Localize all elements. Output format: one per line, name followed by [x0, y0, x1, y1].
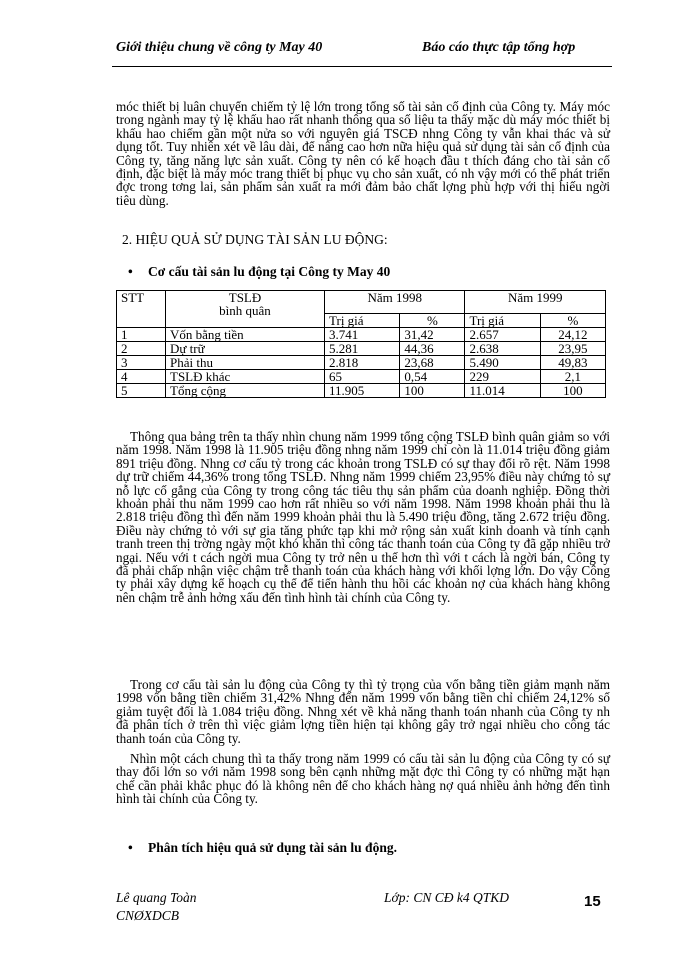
cell-pct-1999: 23,95	[540, 342, 605, 356]
analysis-paragraph-2: Trong cơ cấu tài sản lu động của Công ty thì tỷ trọng của vốn bằng tiền giảm mạnh năm 1998 vốn bằng tiền chiếm 31,42% Nhng đến năm 1999 vốn bằng tiền chỉ chiếm 24,12% số giảm tuyệt đối là 1.084 triệu đồng. Nhng xét về khả năng thanh toán nhanh của Công ty nh đã phân tích ở trên thì việc giảm lợng tiền hiện tại không gây trở ngại nhiều cho công tác thanh toán của Công ty.	[116, 677, 610, 746]
header-left-title: Giới thiệu chung về công ty May 40	[116, 40, 323, 55]
cell-name: Phải thu	[166, 356, 325, 370]
cell-stt: 4	[117, 370, 166, 384]
cell-pct-1998: 31,42	[400, 328, 465, 342]
cell-value-1998: 3.741	[325, 328, 400, 342]
cell-stt: 1	[117, 328, 166, 342]
cell-pct-1999: 2,1	[540, 370, 605, 384]
footer-author: Lê quang Toàn	[116, 890, 197, 905]
table-row	[117, 328, 606, 342]
table-row	[117, 342, 606, 356]
cell-value-1999: 229	[465, 370, 540, 384]
header-year-1999: Năm 1999	[465, 291, 606, 314]
bullet-icon: •	[128, 264, 133, 279]
header-stt: STT	[117, 291, 166, 328]
footer-author-sub: CNØXDCB	[116, 908, 180, 923]
header-tsld-title: TSLĐ	[228, 290, 262, 305]
cell-pct-1998: 100	[400, 384, 465, 398]
section-heading: 2. HIỆU QUẢ SỬ DỤNG TÀI SẢN LU ĐỘNG:	[122, 232, 388, 247]
header-divider	[112, 66, 612, 67]
header-tsld	[166, 291, 325, 328]
cell-value-1999: 5.490	[465, 356, 540, 370]
cell-value-1999: 2.638	[465, 342, 540, 356]
bullet-analysis-heading	[128, 840, 397, 856]
cell-pct-1998: 23,68	[400, 356, 465, 370]
bullet-structure-heading	[128, 264, 390, 280]
table-row	[117, 356, 606, 370]
cell-pct-1999: 100	[540, 384, 605, 398]
cell-value-1999: 2.657	[465, 328, 540, 342]
cell-value-1998: 11.905	[325, 384, 400, 398]
cell-pct-1998: 0,54	[400, 370, 465, 384]
cell-stt: 2	[117, 342, 166, 356]
header-right-title: Báo cáo thực tập tổng hợp	[422, 40, 576, 55]
page-number: 15	[584, 893, 601, 910]
analysis-paragraph-3: Nhìn một cách chung thì ta thấy trong năm 1999 có cấu tài sản lu động của Công ty có sự thay đổi lớn so với năm 1998 song bên cạnh những mặt đợc thì Công ty có những mặt hạn chế cần phải khắc phục đó là không nên để cho khách hàng nợ quá nhiều ảnh hởng đến tình hình tài chính của Công ty.	[116, 751, 610, 807]
analysis-paragraph-1: Thông qua bảng trên ta thấy nhìn chung năm 1999 tổng cộng TSLĐ bình quân giảm so với năm 1998. Năm 1998 là 11.905 triệu đồng nhng năm 1999 chỉ còn là 11.014 triệu đồng giảm 891 triệu đồng. Nhng cơ cấu tỷ trong các khoản trong TSLĐ có sự thay đổi rõ rệt. Năm 1998 dự trữ chiếm 44,36% trong tổng TSLĐ. Nhng năm 1999 chiếm 23,95% điều này chứng tỏ sự nỗ lực cố gắng của Công ty trong công tác tiêu thụ sản phẩm của doanh nghiệp. Đồng thời khoản phải thu năm 1999 cao hơn rất nhiều so với năm 1998. Năm 1998 khoản phải thu là 2.818 triệu đồng thì đến năm 1999 khoản phải thu là 5.490 triệu đồng, tăng 2.672 triệu đồng. Điều này chứng tỏ với sự gia tăng phức tạp khi mở rộng sản xuất kinh doanh và tính cạnh tranh treen thị trờng ngày một khó khăn thì công tác thanh toán của Công ty đã gặp nhiều trở ngại. Nếu với t cách ngời mua Công ty trở nên u thế hơn thì với t cách là ngời bán, Công ty đã phải chấp nhận việc chậm trễ thanh toán của khách hàng với khối lợng lớn. Do vậy Công ty phải xây dựng kế hoạch cụ thể để tiến hành thu hồi các khoản nợ của khách hàng không nên chậm trễ ảnh hởng xấu đến tình hình tài chính của Công ty.	[116, 429, 610, 605]
subheader-pct-1999: %	[540, 314, 605, 328]
bullet-structure-text: Cơ cấu tài sản lu động tại Công ty May 40	[148, 264, 391, 279]
header-tsld-subtitle: bình quân	[219, 303, 271, 318]
cell-value-1998: 65	[325, 370, 400, 384]
cell-value-1999: 11.014	[465, 384, 540, 398]
bullet-analysis-text: Phân tích hiệu quả sử dụng tài sản lu động.	[148, 840, 397, 855]
subheader-value-1999: Trị giá	[465, 314, 540, 328]
cell-stt: 5	[117, 384, 166, 398]
cell-value-1998: 5.281	[325, 342, 400, 356]
subheader-value-1998: Trị giá	[325, 314, 400, 328]
table-row	[117, 370, 606, 384]
subheader-pct-1998: %	[400, 314, 465, 328]
cell-name: Tổng cộng	[166, 384, 325, 398]
footer-class: Lớp: CN CĐ k4 QTKD	[384, 890, 509, 905]
bullet-icon: •	[128, 840, 133, 855]
table-row	[117, 384, 606, 398]
cell-pct-1999: 24,12	[540, 328, 605, 342]
cell-stt: 3	[117, 356, 166, 370]
intro-paragraph: móc thiết bị luân chuyển chiếm tỷ lệ lớn trong tổng số tài sản cố định của Công ty. Máy móc trong ngành may tỷ lệ khấu hao rất nhanh thông qua số liệu ta thấy mặc dù máy móc thiết bị khấu hao chiếm gần một nửa so với nguyên giá TSCĐ nhng Công ty vẫn khai thác và sử dụng tốt. Tuy nhiên xét về lâu dài, để nâng cao hơn nữa hiệu quả sử dụng tài sản cố định của Công ty, tăng năng lực sản xuất. Công ty nên có kế hoạch đầu t thích đáng cho tài sản cố định, đặc biệt là máy móc trang thiết bị phục vụ cho sản xuất, có nh vậy mới có thể phát triển đợc trong tơng lai, sản phẩm sản xuất ra mới đảm bảo chất lợng phù hợp với thị hiếu ngời tiêu dùng.	[116, 99, 610, 208]
current-assets-table	[116, 290, 606, 398]
header-year-1998: Năm 1998	[325, 291, 465, 314]
table-header-row	[117, 291, 606, 314]
cell-value-1998: 2.818	[325, 356, 400, 370]
cell-name: Dự trữ	[166, 342, 325, 356]
cell-name: TSLĐ khác	[166, 370, 325, 384]
cell-pct-1999: 49,83	[540, 356, 605, 370]
cell-name: Vốn bằng tiền	[166, 328, 325, 342]
cell-pct-1998: 44,36	[400, 342, 465, 356]
